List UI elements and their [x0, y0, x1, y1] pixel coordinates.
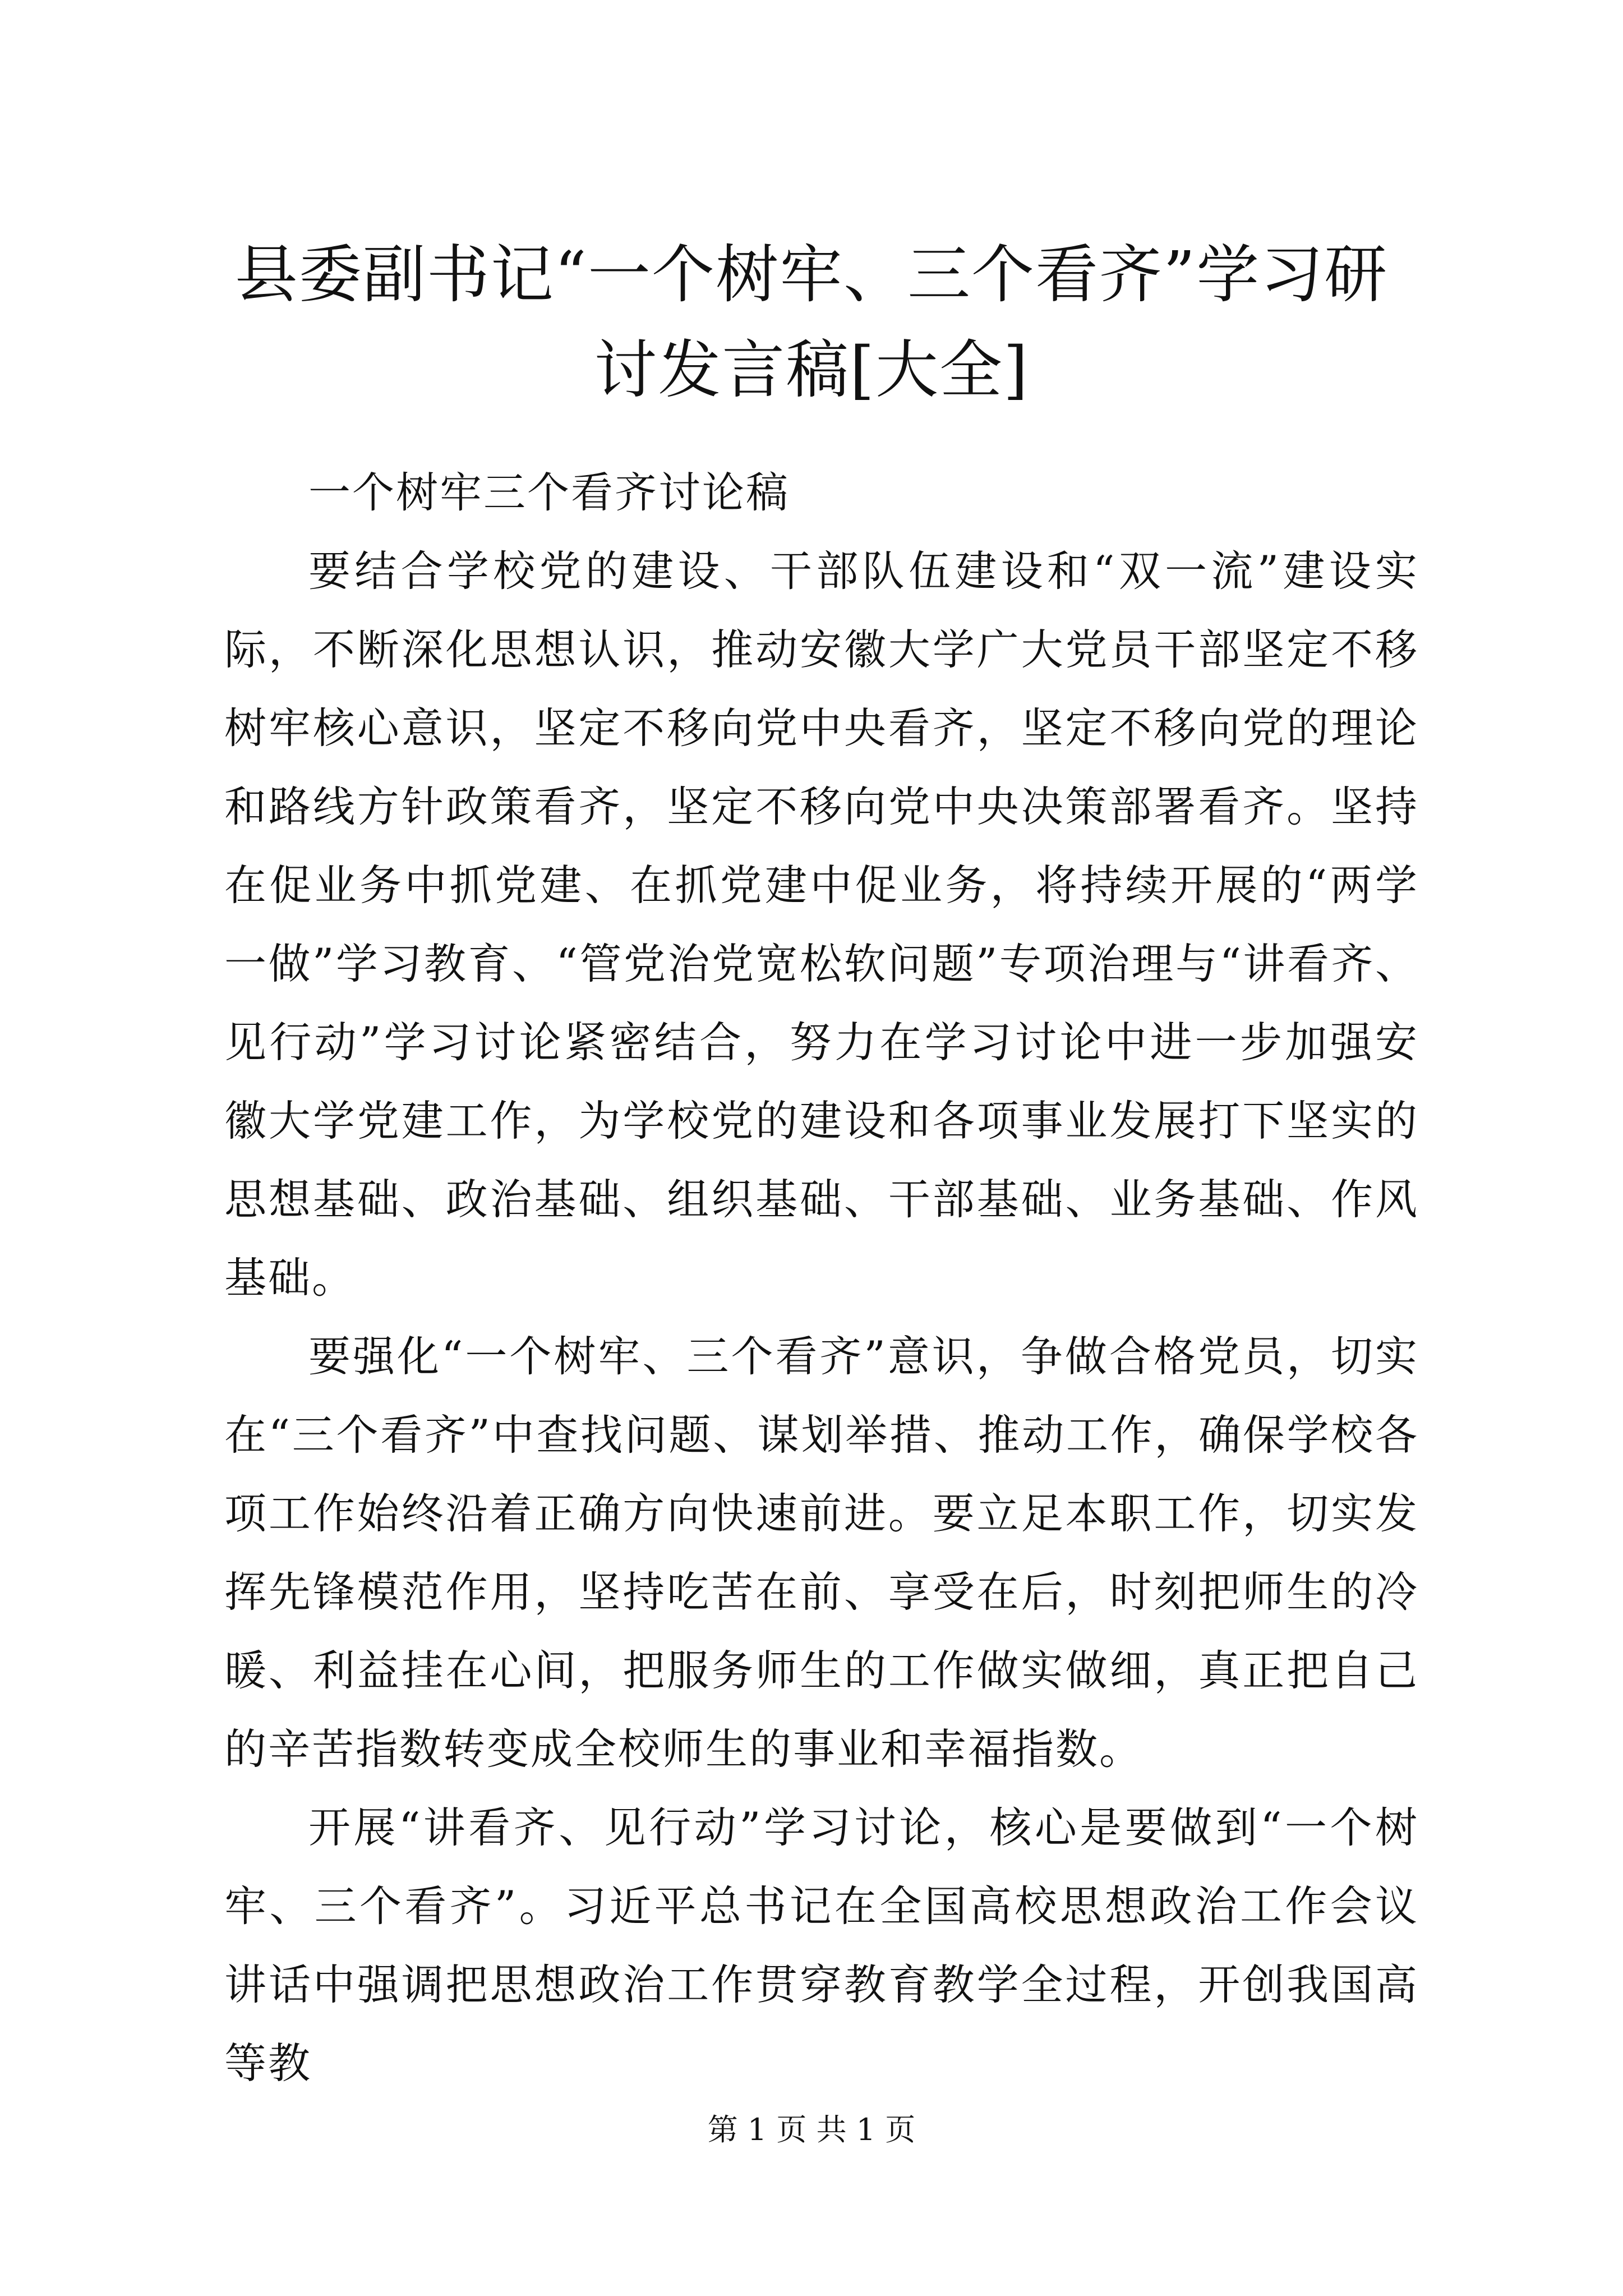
paragraph: 要强化“一个树牢、三个看齐”意识，争做合格党员，切实在“三个看齐”中查找问题、谋划举措、推动工作，确保学校各项工作始终沿着正确方向快速前进。要立足本职工作，切实发挥先锋模范作用，坚持吃苦在前、享受在后，时刻把师生的冷暖、利益挂在心间，把服务师生的工作做实做细，真正把自己的辛苦指数转变成全校师生的事业和幸福指数。 [224, 1332, 1419, 1774]
paragraph: 要结合学校党的建设、干部队伍建设和“双一流”建设实际，不断深化思想认识，推动安徽大学广大党员干部坚定不移树牢核心意识，坚定不移向党中央看齐，坚定不移向党的理论和路线方针政策看齐，坚定不移向党中央决策部署看齐。坚持在促业务中抓党建、在抓党建中促业务，将持续开展的“两学一做”学习教育、“管党治党宽松软问题”专项治理与“讲看齐、见行动”学习讨论紧密结合，努力在学习讨论中进一步加强安徽大学党建工作，为学校党的建设和各项事业发展打下坚实的思想基础、政治基础、组织基础、干部基础、业务基础、作风基础。 [224, 546, 1419, 1303]
page-footer: 第 1 页 共 1 页 [707, 2112, 916, 2147]
document-title: 县委副书记“一个树牢、三个看齐”学习研讨发言稿[大全] [234, 238, 1389, 407]
document-body [224, 453, 1419, 2102]
paragraph: 开展“讲看齐、见行动”学习讨论，核心是要做到“一个树牢、三个看齐”。习近平总书记在全国高校思想政治工作会议讲话中强调把思想政治工作贯穿教育教学全过程，开创我国高等教 [224, 1803, 1419, 2088]
paragraph: 一个树牢三个看齐讨论稿 [308, 468, 790, 517]
